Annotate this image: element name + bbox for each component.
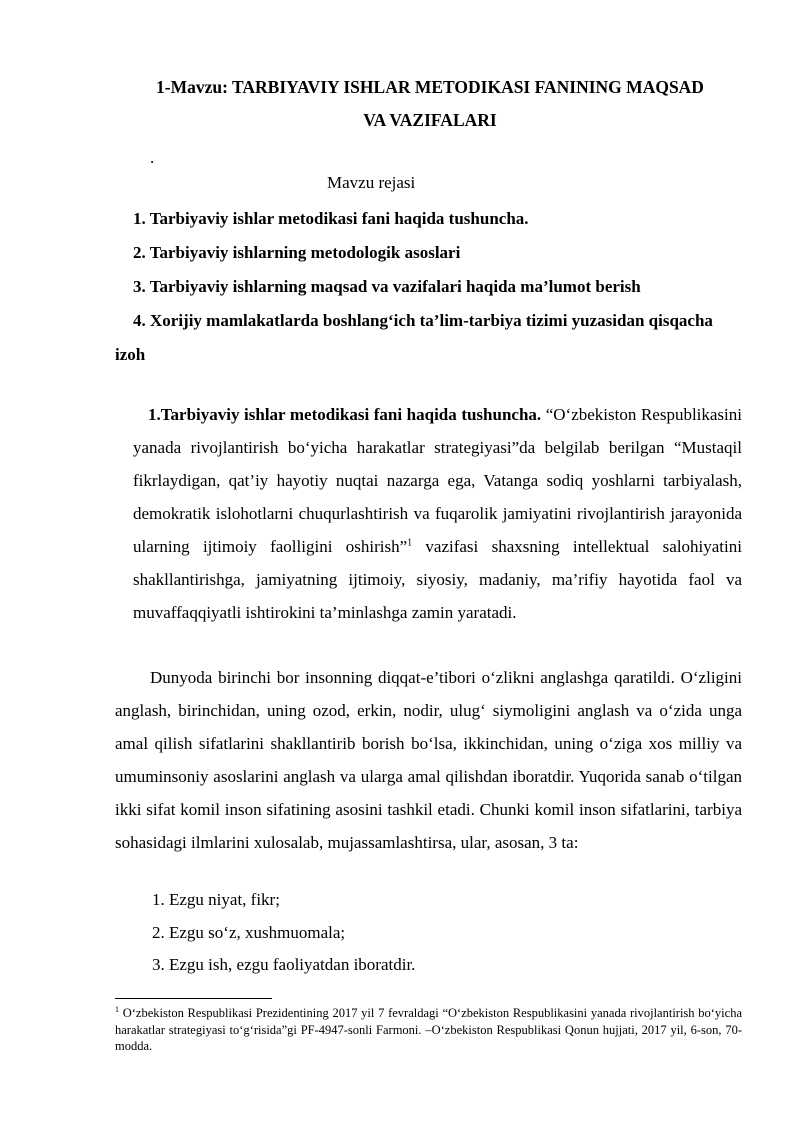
footnote-reference[interactable]: 1 (407, 537, 413, 549)
qualities-list (152, 884, 415, 982)
list-item-1: 1. Ezgu niyat, fikr; (152, 890, 280, 909)
footnote-divider (115, 998, 272, 999)
plan-item-1: 1. Tarbiyaviy ishlar metodikasi fani haqida tushuncha. (133, 209, 529, 228)
paragraph-2: Dunyoda birinchi bor insonning diqqat-e’tibori o‘zlikni anglashga qaratildi. O‘zligini anglash, birinchidan, uning ozod, erkin, nodir, ulug‘ siymoligini anglash va o‘zida unga amal qilish sifatlarini shakllantirib borish bo‘lsa, ikkinchidan, uning o‘ziga xos milliy va umuminsoniy asoslarini anglash va ularga amal qilishdan iboratdir. Yuqorida sanab o‘tilgan ikki sifat komil inson sifatining asosini tashkil etadi. Chunki komil inson sifatlarini, tarbiya sohasidagi ilmlarini xulosalab, mujassamlashtirsa, ular, asosan, 3 ta: (115, 668, 742, 852)
page-title-line-2: VA VAZIFALARI (363, 110, 497, 130)
plan-list (115, 202, 743, 372)
plan-item-2: 2. Tarbiyaviy ishlarning metodologik asoslari (133, 243, 461, 262)
plan-item-4: 4. Xorijiy mamlakatlarda boshlang‘ich ta’lim-tarbiya tizimi yuzasidan qisqacha izoh (115, 311, 713, 364)
section-1-text-end: vazifasi shaxsning intellektual salohiyatini shakllantirishga, jamiyatning ijtimoiy, siyosiy, madaniy, ma’rifiy hayotida faol va muvaffaqqiyatli ishtirokini ta’minlashga zamin yaratadi. (133, 537, 742, 622)
footnote (115, 1005, 742, 1055)
footnote-text: O‘zbekiston Respublikasi Prezidentining 2017 yil 7 fevraldagi “O‘zbekiston Respublikasini yanada rivojlantirish bo‘yicha harakatlar strategiyasi to‘g‘risida”gi PF-4947-sonli Farmoni. –O‘zbekiston Respublikasi Qonun hujjati, 2017 yil, 6-son, 70-modda. (115, 1006, 742, 1053)
stray-dot: . (150, 148, 155, 167)
page-title-line-1: 1-Mavzu: TARBIYAVIY ISHLAR METODIKASI FANINING MAQSAD (156, 77, 704, 97)
plan-heading: Mavzu rejasi (327, 173, 416, 192)
section-1-text-start: “O‘zbekiston Respublikasini yanada rivojlantirish bo‘yicha harakatlar strategiyasi”da belgilab berilgan “Mustaqil fikrlaydigan, qat’iy hayotiy nuqtai nazarga ega, Vatanga sodiq yoshlarni tarbiyalash, demokratik islohotlarni chuqurlashtirish va fuqarolik jamiyatini rivojlantirish jarayonida ularning ijtimoiy faolligini oshirish” (133, 405, 742, 556)
list-item-2: 2. Ezgu so‘z, xushmuomala; (152, 922, 346, 942)
section-1-heading: 1.Tarbiyaviy ishlar metodikasi fani haqida tushuncha. (148, 405, 542, 424)
footnote-number: 1 (115, 1004, 119, 1014)
section-1-paragraph (133, 398, 742, 629)
list-item-3: 3. Ezgu ish, ezgu faoliyatdan iboratdir. (152, 955, 416, 974)
plan-item-3: 3. Tarbiyaviy ishlarning maqsad va vazifalari haqida ma’lumot berish (133, 277, 641, 296)
